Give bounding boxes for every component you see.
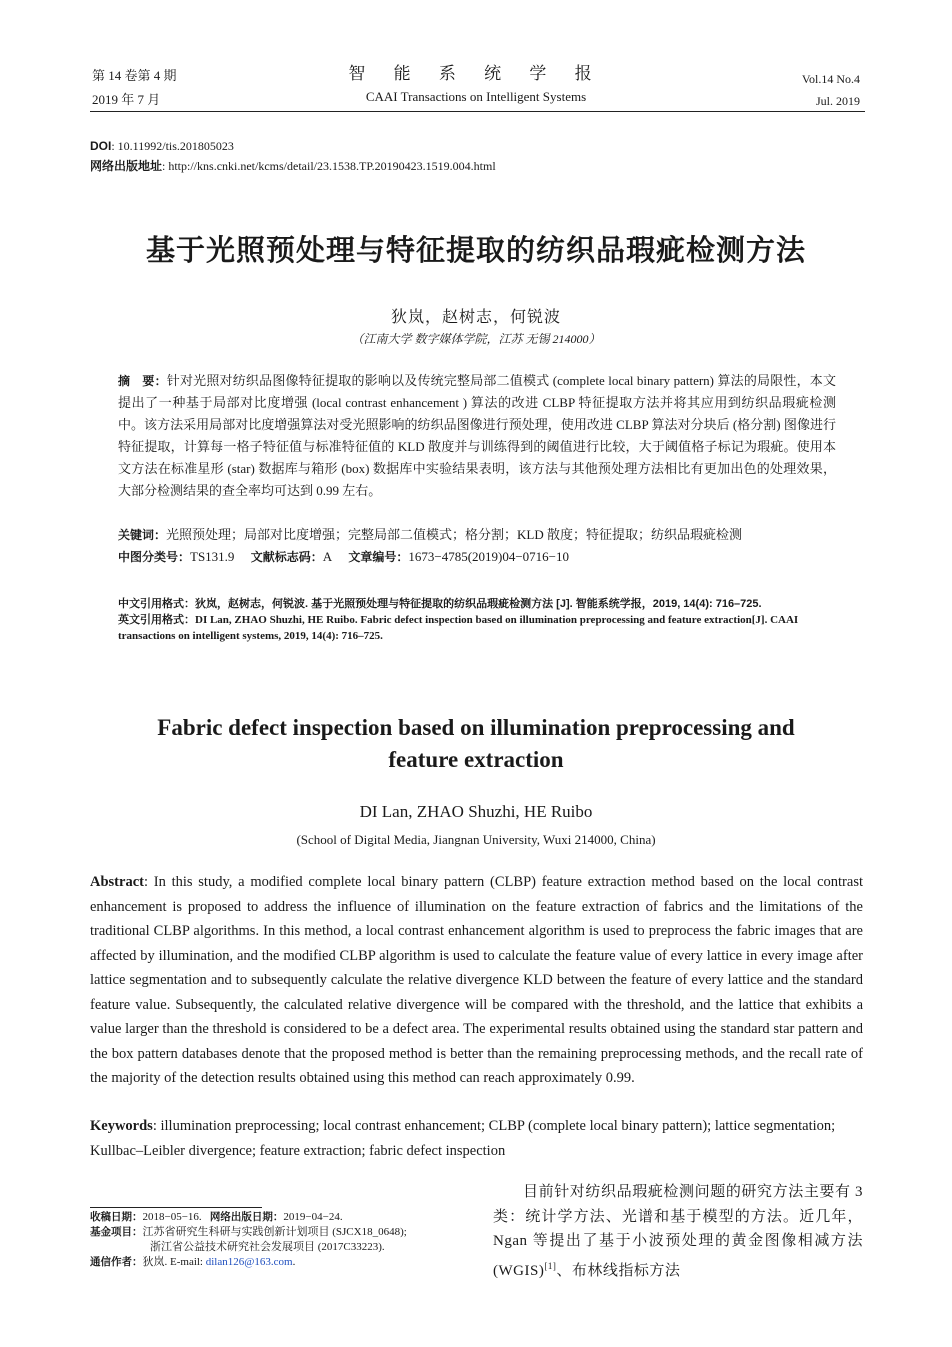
author-period: . — [292, 1256, 296, 1268]
doi-value[interactable]: : 10.11992/tis.201805023 — [111, 139, 234, 153]
citation-en-label: 英文引用格式： — [118, 614, 195, 626]
author-text: 狄岚. E-mail: — [142, 1256, 206, 1268]
abstract-cn-text: 针对光照对纺织品图像特征提取的影响以及传统完整局部二值模式 (complete local binary pattern) 算法的局限性，本文提出了一种基于局部对比度增强 (local contrast enhancement ) 算法的改进 CLBP 特征提取方法并将其应用到纺织品瑕疵检测中。该方法采用局部对比度增强算法对受光照影响的纺织品图像进行预处理，使用改进 CLBP 算法对分块后 (格分割) 图像进行特征提取，计算每一格子特征值与标准特征值的 KLD 散度并与训练得到的阈值进行比较，大于阈值格子标记为瑕疵。使用本文方法在标准星形 (star) 数据库与箱形 (box) 数据库中实验结果表明，该方法与其他预处理方法相比有更加出色的处理效果，大部分检测结果的查全率均可达到 0.99 左右。 — [118, 373, 836, 498]
fund-label: 基金项目： — [90, 1226, 143, 1238]
footnote-rule — [90, 1207, 262, 1208]
keywords-cn-text: 光照预处理；局部对比度增强；完整局部二值模式；格分割；KLD 散度；特征提取；纺织品瑕疵检测 — [166, 527, 742, 542]
abstract-en — [90, 870, 863, 1091]
body-paragraph — [493, 1180, 863, 1283]
article-meta — [90, 136, 496, 176]
journal-name-en: CAAI Transactions on Intelligent Systems — [365, 89, 587, 104]
article-no-label: 文章编号： — [348, 550, 409, 564]
abstract-cn — [118, 370, 836, 502]
title-en: Fabric defect inspection based on illumination preprocessing and feature extraction — [157, 715, 795, 772]
journal-name-cn: 智 能 系 统 学 报 — [348, 64, 604, 83]
citation-cn — [118, 596, 836, 612]
abstract-cn-label: 摘 要： — [118, 374, 167, 388]
fund-1: 江苏省研究生科研与实践创新计划项目 (SJCX18_0648); — [142, 1226, 407, 1238]
affiliation-en: (School of Digital Media, Jiangnan University, Wuxi 214000, China) — [296, 832, 656, 847]
authors-en: DI Lan, ZHAO Shuzhi, HE Ruibo — [359, 802, 593, 821]
abstract-en-text: : In this study, a modified complete local binary pattern (CLBP) feature extraction method based on the local contrast enhancement is proposed to address the influence of illumination on the feature extraction of fabrics and the limitations of the traditional CLBP algorithms. In this method, a local contrast enhancement algorithm is used to preprocess the fabric images that are affected by illumination, and the modified CLBP algorithm is used to calculate the feature value of every lattice in every image after lattice segmentation and to subsequently calculate the relative divergence KLD between the feature of every lattice and the standard feature value. Subsequently, the calculated relative divergence will be compared with the threshold, and the lattice that exhibits a value larger than the threshold is considered to be a defect area. The experimental results obtained using the standard star pattern and the box pattern databases denote that the proposed method is better than the remaining preprocessing methods, and the recall rate of the majority of the detection results obtained using this method can reach approximately 0.99. — [90, 874, 863, 1086]
article-no-value: 1673−4785(2019)04−0716−10 — [408, 549, 570, 564]
footnote — [90, 1210, 470, 1270]
reference-1[interactable]: [1] — [544, 1260, 557, 1271]
clc-label: 中图分类号： — [118, 550, 191, 564]
keywords-cn — [118, 524, 836, 546]
header-date-en: Jul. 2019 — [815, 94, 860, 108]
keywords-en-text: : illumination preprocessing; local contrast enhancement; CLBP (complete local binary pattern); lattice segmentation; Kullbac–Leibler divergence; feature extraction; fabric defect inspection — [90, 1118, 836, 1159]
header-date-cn: 2019 年 7 月 — [92, 92, 161, 107]
abstract-en-label: Abstract — [90, 874, 144, 890]
keywords-cn-label: 关键词： — [118, 528, 167, 542]
doc-code-value: A — [322, 549, 333, 564]
citation-en-text: DI Lan, ZHAO Shuzhi, HE Ruibo. Fabric defect inspection based on illumination preprocessing and feature extraction[J]. CAAI transactions on intelligent systems, 2019, 14(4): 716–725. — [118, 614, 799, 642]
url-line — [90, 156, 496, 176]
header-volume-cn: 第 14 卷第 4 期 — [92, 68, 177, 83]
dates-line — [90, 1210, 470, 1225]
author-line — [90, 1255, 470, 1270]
received-date: 2018−05−16. — [142, 1211, 202, 1223]
url-label: 网络出版地址 — [90, 159, 163, 173]
title-cn: 基于光照预处理与特征提取的纺织品瑕疵检测方法 — [145, 233, 806, 267]
clc-value: TS131.9 — [190, 549, 235, 564]
citation-block — [118, 596, 836, 644]
authors-cn: 狄岚，赵树志，何锐波 — [390, 309, 561, 326]
online-date: 2019−04−24. — [283, 1211, 343, 1223]
fund-2: 浙江省公益技术研究社会发展项目 (2017C33223). — [150, 1241, 385, 1253]
citation-cn-text: 狄岚，赵树志，何锐波. 基于光照预处理与特征提取的纺织品瑕疵检测方法 [J]. 智能系统学报，2019, 14(4): 716–725. — [195, 598, 762, 610]
body-text: 目前针对纺织品瑕疵检测问题的研究方法主要有 3 类：统计学方法、光谱和基于模型的方法。近几年，Ngan 等提出了基于小波预处理的黄金图像相减方法 (WGIS) — [493, 1184, 863, 1279]
keywords-en — [90, 1114, 863, 1163]
doi-line — [90, 136, 496, 156]
received-label: 收稿日期： — [90, 1211, 143, 1223]
citation-cn-label: 中文引用格式： — [118, 598, 195, 610]
citation-en — [118, 612, 836, 644]
body-text-after: 、布林线指标方法 — [556, 1262, 681, 1279]
online-label: 网络出版日期： — [209, 1211, 284, 1223]
fund-line — [90, 1225, 470, 1255]
classification-line — [118, 546, 836, 568]
affiliation-cn: （江南大学 数字媒体学院，江苏 无锡 214000） — [351, 332, 601, 346]
doc-code-label: 文献标志码： — [250, 550, 323, 564]
header-volume-en: Vol.14 No.4 — [801, 72, 860, 86]
keywords-cn-block — [118, 524, 836, 568]
doi-label: DOI — [90, 139, 112, 153]
keywords-en-label: Keywords — [90, 1118, 153, 1134]
email-link[interactable]: dilan126@163.com — [205, 1256, 293, 1268]
header-rule — [90, 111, 865, 112]
header-right — [802, 68, 860, 112]
url-value[interactable]: : http://kns.cnki.net/kcms/detail/23.1538.TP.20190423.1519.004.html — [162, 159, 496, 173]
author-label: 通信作者： — [90, 1256, 143, 1268]
